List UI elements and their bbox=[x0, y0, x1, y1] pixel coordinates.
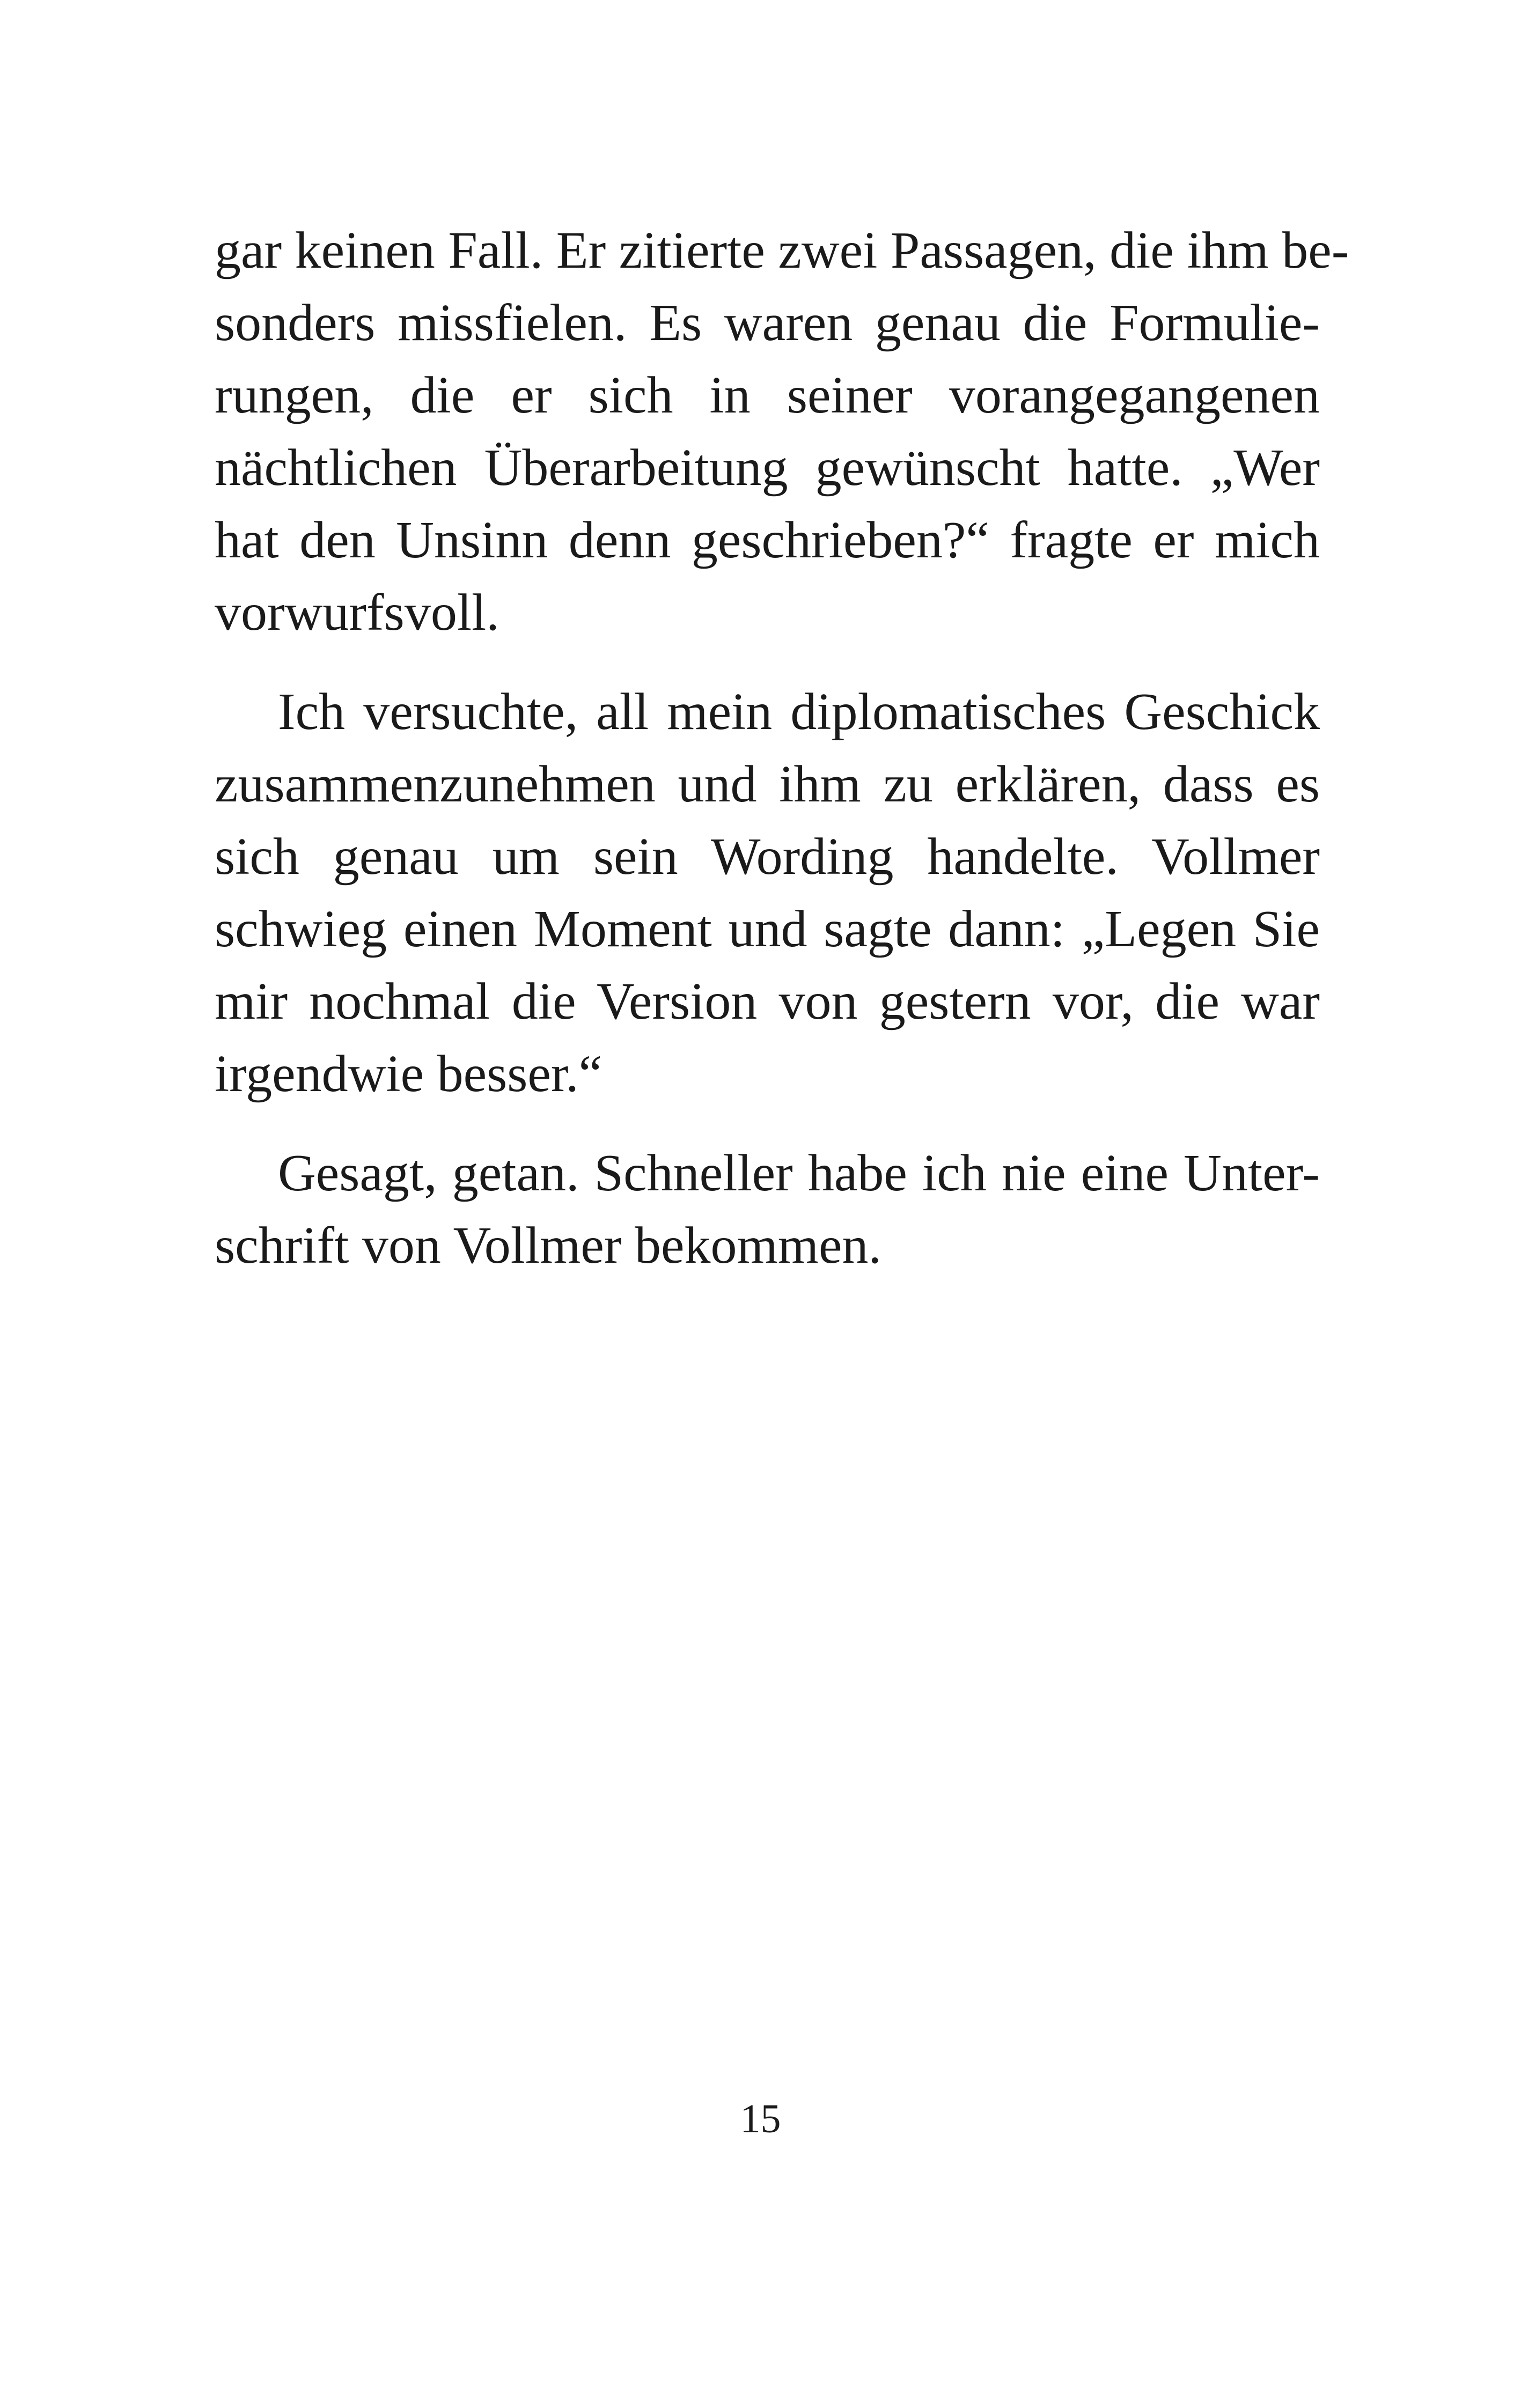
text-line: gar keinen Fall. Er zitierte zwei Passagen, die ihm be- bbox=[215, 222, 1349, 279]
body-text bbox=[215, 215, 1349, 1282]
text-line: nächtlichen Überarbeitung gewünscht hatte. „Wer bbox=[215, 439, 1320, 497]
paragraph-3 bbox=[215, 1137, 1320, 1282]
text-line: schrift von Vollmer bekommen. bbox=[215, 1217, 881, 1275]
text-line: sonders missfielen. Es waren genau die Formulie- bbox=[215, 294, 1320, 352]
text-line: Gesagt, getan. Schneller habe ich nie eine Unter- bbox=[278, 1144, 1320, 1202]
text-line: vorwurfsvoll. bbox=[215, 584, 499, 642]
page-number: 15 bbox=[740, 2096, 781, 2141]
text-line: sich genau um sein Wording handelte. Vollmer bbox=[215, 828, 1320, 886]
text-line: hat den Unsinn denn geschrieben?“ fragte er mich bbox=[215, 511, 1320, 569]
text-line: mir nochmal die Version von gestern vor, die war bbox=[215, 973, 1320, 1030]
paragraph-2 bbox=[215, 676, 1320, 1110]
text-line: zusammenzunehmen und ihm zu erklären, dass es bbox=[215, 755, 1320, 813]
text-line: schwieg einen Moment und sagte dann: „Legen Sie bbox=[215, 900, 1320, 958]
text-line: Ich versuchte, all mein diplomatisches Geschick bbox=[278, 683, 1320, 741]
paragraph-1 bbox=[215, 215, 1349, 649]
text-line: irgendwie besser.“ bbox=[215, 1045, 602, 1103]
text-line: rungen, die er sich in seiner vorangegangenen bbox=[215, 366, 1320, 424]
